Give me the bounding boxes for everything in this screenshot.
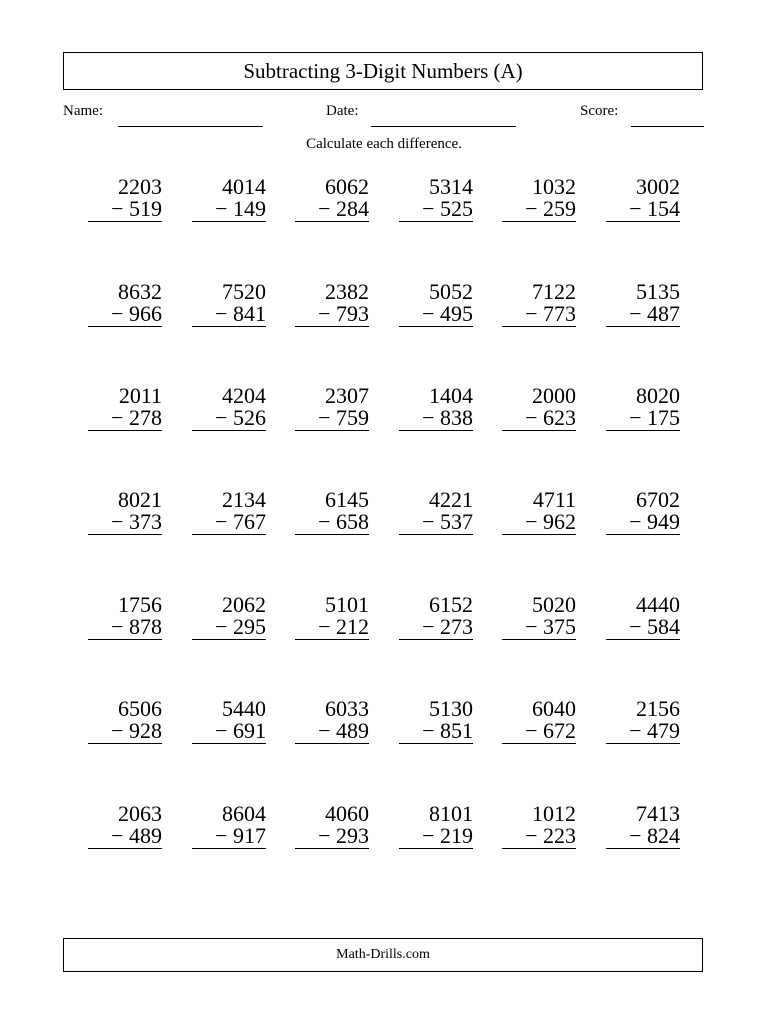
subtrahend: 154 <box>647 196 680 221</box>
subtrahend: 526 <box>233 405 266 430</box>
footer-text: Math-Drills.com <box>336 947 430 962</box>
minuend: 2156 <box>636 696 680 721</box>
minus-sign: − <box>629 405 642 430</box>
minuend: 7122 <box>532 279 576 304</box>
subtrahend-row <box>192 303 266 327</box>
subtrahend: 966 <box>129 301 162 326</box>
minuend: 2011 <box>118 383 162 408</box>
minuend: 6506 <box>118 696 162 721</box>
subtrahend: 793 <box>336 301 369 326</box>
subtrahend: 489 <box>129 823 162 848</box>
subtraction-problem <box>502 594 576 644</box>
minuend: 6040 <box>532 696 576 721</box>
minus-sign: − <box>525 823 538 848</box>
minuend: 8632 <box>118 279 162 304</box>
footer-box <box>63 938 703 972</box>
minus-sign: − <box>215 509 228 534</box>
minuend: 8020 <box>636 383 680 408</box>
minus-sign: − <box>629 718 642 743</box>
minuend: 6152 <box>429 592 473 617</box>
subtrahend: 525 <box>440 196 473 221</box>
minuend: 5130 <box>429 696 473 721</box>
subtrahend-row <box>502 616 576 640</box>
subtrahend-row <box>606 825 680 849</box>
subtrahend-row <box>606 616 680 640</box>
minuend: 2382 <box>325 279 369 304</box>
minus-sign: − <box>422 196 435 221</box>
subtrahend: 949 <box>647 509 680 534</box>
subtrahend: 672 <box>543 718 576 743</box>
subtrahend: 841 <box>233 301 266 326</box>
minus-sign: − <box>318 823 331 848</box>
minuend: 4711 <box>532 487 576 512</box>
subtraction-problem <box>88 594 162 644</box>
minuend: 1756 <box>118 592 162 617</box>
subtraction-problem <box>502 803 576 853</box>
subtrahend: 479 <box>647 718 680 743</box>
subtrahend: 149 <box>233 196 266 221</box>
subtrahend-row <box>399 825 473 849</box>
minus-sign: − <box>629 823 642 848</box>
subtrahend-row <box>295 511 369 535</box>
subtrahend-row <box>399 198 473 222</box>
subtrahend: 284 <box>336 196 369 221</box>
subtraction-problem <box>295 385 369 435</box>
subtraction-problem <box>88 176 162 226</box>
minus-sign: − <box>215 614 228 639</box>
subtrahend: 878 <box>129 614 162 639</box>
minus-sign: − <box>629 196 642 221</box>
subtraction-problem <box>399 594 473 644</box>
subtrahend: 373 <box>129 509 162 534</box>
minus-sign: − <box>629 301 642 326</box>
subtrahend: 773 <box>543 301 576 326</box>
minus-sign: − <box>111 405 124 430</box>
subtrahend-row <box>88 407 162 431</box>
subtrahend-row <box>502 720 576 744</box>
subtraction-problem <box>295 489 369 539</box>
subtrahend: 375 <box>543 614 576 639</box>
minuend: 5440 <box>222 696 266 721</box>
subtraction-problem <box>192 489 266 539</box>
subtrahend: 223 <box>543 823 576 848</box>
subtrahend: 838 <box>440 405 473 430</box>
minus-sign: − <box>215 196 228 221</box>
subtrahend-row <box>399 616 473 640</box>
minus-sign: − <box>215 301 228 326</box>
minus-sign: − <box>422 301 435 326</box>
subtrahend: 658 <box>336 509 369 534</box>
subtrahend-row <box>295 198 369 222</box>
minuend: 5135 <box>636 279 680 304</box>
minuend: 8021 <box>118 487 162 512</box>
subtraction-problem <box>606 385 680 435</box>
subtraction-problem <box>399 698 473 748</box>
minus-sign: − <box>629 509 642 534</box>
subtrahend-row <box>192 198 266 222</box>
minus-sign: − <box>422 614 435 639</box>
subtraction-problem <box>295 281 369 331</box>
minuend: 6062 <box>325 174 369 199</box>
minuend: 4060 <box>325 801 369 826</box>
subtrahend: 537 <box>440 509 473 534</box>
subtraction-problem <box>88 803 162 853</box>
subtraction-problem <box>192 698 266 748</box>
subtraction-problem <box>399 803 473 853</box>
subtrahend: 295 <box>233 614 266 639</box>
subtrahend: 691 <box>233 718 266 743</box>
minuend: 3002 <box>636 174 680 199</box>
minus-sign: − <box>422 718 435 743</box>
subtraction-problem <box>502 489 576 539</box>
minuend: 7520 <box>222 279 266 304</box>
date-label: Date: <box>326 103 359 119</box>
subtrahend: 278 <box>129 405 162 430</box>
subtrahend-row <box>192 511 266 535</box>
subtraction-problem <box>606 489 680 539</box>
subtrahend: 851 <box>440 718 473 743</box>
minuend: 2062 <box>222 592 266 617</box>
minus-sign: − <box>318 405 331 430</box>
subtraction-problem <box>192 803 266 853</box>
minuend: 1032 <box>532 174 576 199</box>
subtraction-problem <box>295 698 369 748</box>
minuend: 2203 <box>118 174 162 199</box>
minus-sign: − <box>318 301 331 326</box>
minuend: 8101 <box>429 801 473 826</box>
minus-sign: − <box>111 823 124 848</box>
minus-sign: − <box>525 196 538 221</box>
minus-sign: − <box>629 614 642 639</box>
subtrahend-row <box>295 616 369 640</box>
subtrahend: 487 <box>647 301 680 326</box>
subtraction-problem <box>606 281 680 331</box>
subtrahend: 824 <box>647 823 680 848</box>
worksheet-title: Subtracting 3-Digit Numbers (A) <box>243 58 523 83</box>
minuend: 6033 <box>325 696 369 721</box>
minuend: 2000 <box>532 383 576 408</box>
subtrahend: 928 <box>129 718 162 743</box>
minus-sign: − <box>215 718 228 743</box>
subtrahend: 519 <box>129 196 162 221</box>
subtrahend: 273 <box>440 614 473 639</box>
subtrahend-row <box>295 720 369 744</box>
minuend: 5020 <box>532 592 576 617</box>
subtrahend-row <box>295 825 369 849</box>
minus-sign: − <box>525 301 538 326</box>
subtrahend-row <box>192 616 266 640</box>
subtraction-problem <box>88 385 162 435</box>
minus-sign: − <box>215 823 228 848</box>
subtrahend: 259 <box>543 196 576 221</box>
minus-sign: − <box>525 614 538 639</box>
subtrahend-row <box>399 407 473 431</box>
subtraction-problem <box>399 489 473 539</box>
minus-sign: − <box>525 509 538 534</box>
subtraction-problem <box>502 176 576 226</box>
minuend: 6702 <box>636 487 680 512</box>
subtrahend-row <box>88 825 162 849</box>
subtraction-problem <box>502 281 576 331</box>
subtrahend: 623 <box>543 405 576 430</box>
subtrahend-row <box>399 720 473 744</box>
subtrahend: 917 <box>233 823 266 848</box>
subtrahend-row <box>502 511 576 535</box>
minuend: 2063 <box>118 801 162 826</box>
minuend: 4221 <box>429 487 473 512</box>
subtrahend-row <box>502 303 576 327</box>
subtrahend-row <box>502 825 576 849</box>
subtrahend-row <box>606 198 680 222</box>
subtrahend-row <box>399 511 473 535</box>
minuend: 4204 <box>222 383 266 408</box>
subtrahend-row <box>88 720 162 744</box>
subtraction-problem <box>606 698 680 748</box>
name-label: Name: <box>63 103 103 119</box>
minuend: 8604 <box>222 801 266 826</box>
minuend: 4014 <box>222 174 266 199</box>
subtrahend: 584 <box>647 614 680 639</box>
subtraction-problem <box>192 385 266 435</box>
subtraction-problem <box>88 281 162 331</box>
minus-sign: − <box>525 405 538 430</box>
minus-sign: − <box>318 509 331 534</box>
minus-sign: − <box>215 405 228 430</box>
subtraction-problem <box>606 594 680 644</box>
subtrahend-row <box>606 303 680 327</box>
minus-sign: − <box>111 509 124 534</box>
subtraction-problem <box>295 594 369 644</box>
subtrahend-row <box>192 407 266 431</box>
subtraction-problem <box>399 385 473 435</box>
subtrahend-row <box>606 407 680 431</box>
minus-sign: − <box>111 196 124 221</box>
subtraction-problem <box>502 698 576 748</box>
score-label: Score: <box>580 103 619 119</box>
subtraction-problem <box>295 803 369 853</box>
subtrahend-row <box>295 407 369 431</box>
minuend: 5052 <box>429 279 473 304</box>
minus-sign: − <box>525 718 538 743</box>
subtrahend: 489 <box>336 718 369 743</box>
subtrahend-row <box>88 616 162 640</box>
minus-sign: − <box>111 301 124 326</box>
subtrahend-row <box>606 511 680 535</box>
subtraction-problem <box>192 594 266 644</box>
minuend: 2134 <box>222 487 266 512</box>
subtraction-problem <box>88 489 162 539</box>
subtraction-problem <box>192 281 266 331</box>
minus-sign: − <box>318 196 331 221</box>
minuend: 5101 <box>325 592 369 617</box>
subtrahend-row <box>606 720 680 744</box>
subtrahend-row <box>88 511 162 535</box>
subtrahend-row <box>88 198 162 222</box>
subtraction-problem <box>606 176 680 226</box>
subtraction-problem <box>399 281 473 331</box>
minus-sign: − <box>422 509 435 534</box>
subtrahend: 767 <box>233 509 266 534</box>
subtrahend-row <box>295 303 369 327</box>
subtrahend-row <box>192 720 266 744</box>
subtrahend: 219 <box>440 823 473 848</box>
minuend: 1404 <box>429 383 473 408</box>
subtrahend-row <box>88 303 162 327</box>
subtrahend: 293 <box>336 823 369 848</box>
minus-sign: − <box>111 614 124 639</box>
minus-sign: − <box>111 718 124 743</box>
minuend: 4440 <box>636 592 680 617</box>
subtraction-problem <box>295 176 369 226</box>
subtrahend-row <box>502 198 576 222</box>
subtrahend-row <box>192 825 266 849</box>
instructions-text: Calculate each difference. <box>306 136 462 152</box>
subtraction-problem <box>399 176 473 226</box>
subtraction-problem <box>192 176 266 226</box>
subtrahend: 962 <box>543 509 576 534</box>
subtrahend: 759 <box>336 405 369 430</box>
minuend: 1012 <box>532 801 576 826</box>
subtrahend-row <box>502 407 576 431</box>
minuend: 2307 <box>325 383 369 408</box>
subtraction-problem <box>606 803 680 853</box>
subtrahend: 175 <box>647 405 680 430</box>
minus-sign: − <box>422 823 435 848</box>
subtrahend: 212 <box>336 614 369 639</box>
minuend: 6145 <box>325 487 369 512</box>
minus-sign: − <box>318 614 331 639</box>
minuend: 5314 <box>429 174 473 199</box>
subtrahend: 495 <box>440 301 473 326</box>
subtraction-problem <box>502 385 576 435</box>
subtrahend-row <box>399 303 473 327</box>
minuend: 7413 <box>636 801 680 826</box>
subtraction-problem <box>88 698 162 748</box>
minus-sign: − <box>318 718 331 743</box>
minus-sign: − <box>422 405 435 430</box>
